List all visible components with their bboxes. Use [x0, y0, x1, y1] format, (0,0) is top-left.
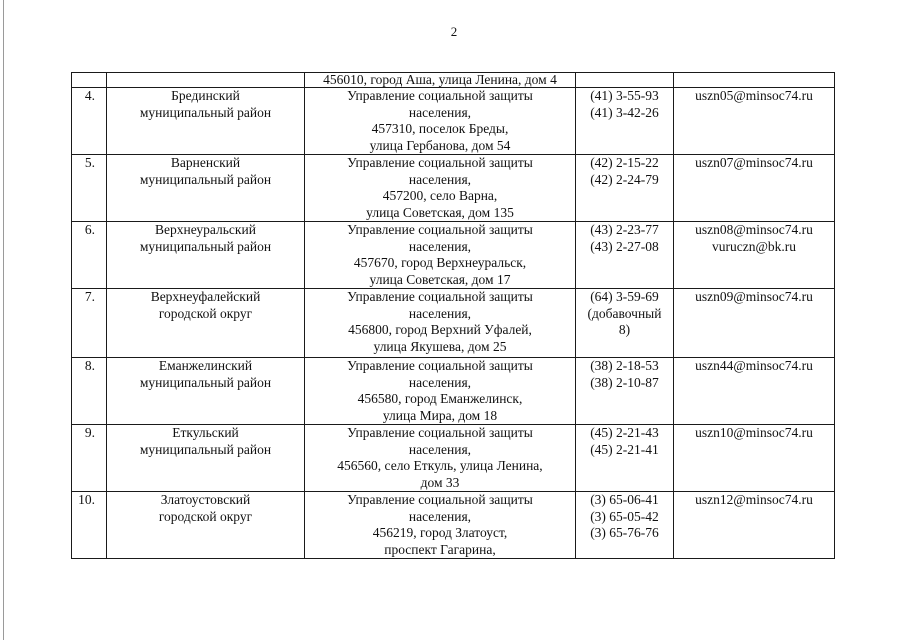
email-line: uszn44@minsoc74.ru	[695, 358, 813, 373]
district-cell	[107, 492, 305, 559]
row-number-cell: 9.	[72, 425, 107, 492]
district-line: городской округ	[158, 508, 253, 524]
phone-line: (38) 2-10-87	[590, 374, 659, 390]
phone-line: (43) 2-23-77	[590, 222, 659, 237]
address-line: населения,	[408, 508, 472, 524]
district-line: Еманжелинский	[158, 358, 253, 373]
address-cell	[305, 425, 576, 492]
phone-line: (3) 65-05-42	[590, 508, 659, 524]
phone-cell	[576, 358, 674, 425]
table-row	[72, 88, 835, 155]
phone-line: (38) 2-18-53	[590, 358, 659, 373]
address-line: 457670, город Верхнеуральск,	[353, 255, 527, 270]
address-line: Управление социальной защиты	[347, 222, 533, 237]
email-line: uszn12@minsoc74.ru	[695, 492, 813, 507]
district-cell	[107, 73, 305, 88]
address-line: улица Якушева, дом 25	[373, 338, 507, 354]
address-cell	[305, 289, 576, 358]
address-line: населения,	[408, 441, 472, 457]
address-cell	[305, 358, 576, 425]
phone-cell	[576, 425, 674, 492]
phone-line: (3) 65-06-41	[590, 492, 659, 507]
district-line: муниципальный район	[139, 374, 272, 390]
district-line: муниципальный район	[139, 238, 272, 254]
phone-cell	[576, 155, 674, 222]
phone-line: (3) 65-76-76	[590, 525, 659, 540]
email-cell	[674, 425, 835, 492]
address-line: населения,	[408, 104, 472, 120]
address-line: Управление социальной защиты	[347, 289, 533, 304]
row-number-cell: 7.	[72, 289, 107, 358]
district-cell	[107, 88, 305, 155]
row-number-cell: 6.	[72, 222, 107, 289]
table-body	[72, 73, 835, 559]
email-line: uszn10@minsoc74.ru	[695, 425, 813, 440]
district-cell	[107, 222, 305, 289]
email-cell	[674, 492, 835, 559]
address-line: 456800, город Верхний Уфалей,	[348, 322, 532, 337]
phone-line: (43) 2-27-08	[590, 238, 659, 254]
address-line: улица Советская, дом 17	[369, 271, 511, 287]
row-number-cell: 10.	[72, 492, 107, 559]
phone-line: (42) 2-24-79	[590, 171, 659, 187]
phone-line: 8)	[618, 322, 631, 337]
address-line: улица Гербанова, дом 54	[369, 137, 511, 153]
address-line: дом 33	[420, 474, 460, 490]
district-line: Верхнеуральский	[155, 222, 256, 237]
email-line: vuruczn@bk.ru	[711, 238, 797, 254]
district-line: Варненский	[170, 155, 241, 170]
address-line: Управление социальной защиты	[347, 425, 533, 440]
address-line: Управление социальной защиты	[347, 358, 533, 373]
address-line: населения,	[408, 374, 472, 390]
email-cell	[674, 222, 835, 289]
page-edge-line	[3, 0, 4, 640]
district-line: Еткульский	[172, 425, 239, 440]
phone-cell	[576, 222, 674, 289]
phone-line: (42) 2-15-22	[590, 155, 659, 170]
address-line: проспект Гагарина,	[384, 541, 496, 557]
district-cell	[107, 155, 305, 222]
phone-line: (45) 2-21-43	[590, 425, 659, 440]
district-line: Верхнеуфалейский	[150, 289, 261, 304]
table-row	[72, 289, 835, 358]
district-line: городской округ	[158, 305, 253, 321]
phone-cell	[576, 492, 674, 559]
email-line: uszn08@minsoc74.ru	[695, 222, 813, 237]
table-row	[72, 358, 835, 425]
address-cell	[305, 88, 576, 155]
address-line: населения,	[408, 171, 472, 187]
email-cell	[674, 289, 835, 358]
district-cell	[107, 425, 305, 492]
address-cell	[305, 492, 576, 559]
district-line: муниципальный район	[139, 104, 272, 120]
page-number: 2	[450, 24, 458, 39]
email-line: uszn05@minsoc74.ru	[695, 88, 813, 103]
email-cell	[674, 88, 835, 155]
address-line: 457200, село Варна,	[382, 188, 498, 203]
social-protection-table	[71, 72, 835, 559]
table-row	[72, 222, 835, 289]
address-line: улица Советская, дом 135	[366, 204, 514, 220]
email-cell	[674, 155, 835, 222]
phone-line: (добавочный	[587, 305, 662, 321]
phone-line: (41) 3-55-93	[590, 88, 659, 103]
district-line: Брединский	[171, 88, 240, 103]
address-line: улица Мира, дом 18	[382, 407, 498, 423]
table-row	[72, 425, 835, 492]
district-cell	[107, 289, 305, 358]
address-cell	[305, 73, 576, 88]
address-line: Управление социальной защиты	[347, 88, 533, 103]
address-cell	[305, 155, 576, 222]
address-line: 456219, город Златоуст,	[372, 525, 508, 540]
address-line: 456560, село Еткуль, улица Ленина,	[337, 458, 543, 473]
email-cell	[674, 358, 835, 425]
phone-line: (41) 3-42-26	[590, 104, 659, 120]
row-number-cell: 8.	[72, 358, 107, 425]
row-number-cell	[72, 73, 107, 88]
district-line: муниципальный район	[139, 171, 272, 187]
address-line: 457310, поселок Бреды,	[371, 121, 509, 136]
address-line: Управление социальной защиты	[347, 492, 533, 507]
address-cell	[305, 222, 576, 289]
district-line: муниципальный район	[139, 441, 272, 457]
address-line: 456580, город Еманжелинск,	[357, 391, 523, 406]
table-row	[72, 73, 835, 88]
row-number-cell: 5.	[72, 155, 107, 222]
table-row	[72, 155, 835, 222]
address-line: населения,	[408, 305, 472, 321]
address-line: 456010, город Аша, улица Ленина, дом 4	[323, 72, 557, 87]
phone-line: (45) 2-21-41	[590, 441, 659, 457]
email-cell	[674, 73, 835, 88]
table-row	[72, 492, 835, 559]
email-line: uszn09@minsoc74.ru	[695, 289, 813, 304]
row-number-cell: 4.	[72, 88, 107, 155]
email-line: uszn07@minsoc74.ru	[695, 155, 813, 170]
phone-cell	[576, 289, 674, 358]
phone-cell	[576, 88, 674, 155]
phone-line: (64) 3-59-69	[590, 289, 659, 304]
district-line: Златоустовский	[160, 492, 251, 507]
address-line: Управление социальной защиты	[347, 155, 533, 170]
phone-cell	[576, 73, 674, 88]
district-cell	[107, 358, 305, 425]
address-line: населения,	[408, 238, 472, 254]
